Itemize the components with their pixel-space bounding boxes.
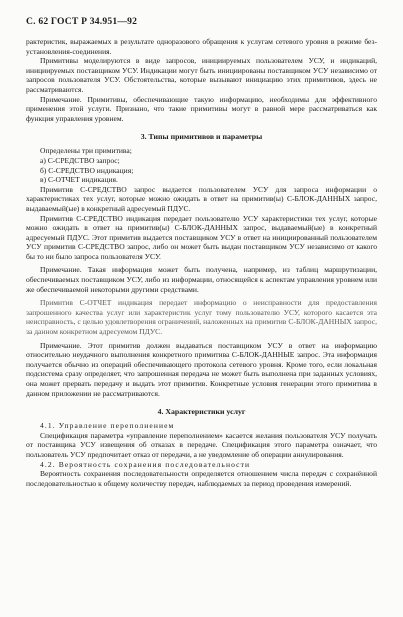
subsection-4-2-title: 4.2. Вероятность сохранения последовательности [40,459,251,469]
intro-note: Примечание. Примитивы, обеспечивающие такую информацию, необходимы для эффективного применения этой услуги. Признано, что такие примитивы могут в равной мере рассматриваться как функция управления уровнем. [26,94,377,123]
list-item: б) С-СРЕДСТВО индикация; [40,165,134,175]
section-4-title: 4. Характеристики услуг [157,407,246,417]
page-header: С. 62 ГОСТ Р 34.951—92 [26,16,138,27]
section-3-paragraph-3: Примитив С-СРЕДСТВО индикация передает пользователю УСУ характеристики тех услуг, которые можно ожидать в ответ на примитив(ы) С-БЛОК-ДАННЫХ запрос, выдаваемый(ые) в конкретный адресуемый ПДУС. Этот примитив выдается поставщиком УСУ в ответ на инициированный пользователем УСУ примитив С-СРЕДСТВО запрос, либо он может быть выдан поставщиком УСУ независимо от какого бы то ни было запроса пользователя УСУ. [26,213,377,261]
intro-paragraph-1: рактеристик, выражаемых в результате одноразового обращения к услугам сетевого уровня в режиме без-установления-соединения. [26,37,377,56]
list-item: в) С-ОТЧЕТ индикация. [40,175,118,185]
section-3-title: 3. Типы примитивов и параметры [140,132,263,142]
subsection-4-2-paragraph: Вероятность сохранения последовательности определяется отношением числа передач с сохранённой последовательностью к общему количеству передач, наблюдаемых за период проведения измерений. [26,469,377,488]
primitive-list [26,156,377,185]
subsection-4-1-paragraph: Спецификация параметра «управление переполнением» касается желания пользователя УСУ получать от поставщика УСУ извещения об отказах в передаче. Спецификация этого параметра означает, что пользователь УСУ предпочитает отказ от передачи, а не уведомление об операции аннулирования. [26,430,377,459]
subsection-4-1-title: 4.1. Управление переполнением [40,421,175,431]
section-3-note-2: Примечание. Этот примитив должен выдаваться поставщиком УСУ в ответ на информацию относительно неудачного выполнения конкретного примитива С-БЛОК-ДАННЫЕ запрос. Эта информация получается обычно из операций обеспечивающего протокола сетевого уровня. Кроме того, если локальная подсистема сразу определяет, что запрошенная передача не может быть выполнена при заданных условиях, она может прервать передачу и выдать этот примитив. Конкретные условия генерации этого примитива в данном приложении не рассматриваются. [26,340,377,398]
section-3-paragraph-1: Определены три примитива; [40,146,132,156]
section-3-paragraph-2: Примитив С-СРЕДСТВО запрос выдается пользователем УСУ для запроса информации о характеристиках тех услуг, которые можно ожидать в ответ на примитив(ы) С-БЛОК-ДАННЫХ запрос, выдаваемый(ые) в конкретный адресуемый ПДУС. [26,184,377,213]
list-item: а) С-СРЕДСТВО запрос; [40,155,120,165]
section-3-paragraph-4: Примитив С-ОТЧЕТ индикация передает информацию о неисправности для предоставления запрошенного качества услуг или характеристик услуг тому пользователю УСУ, которого касается эта неисправность, с целью удовлетворения ограничений, наложенных на примитив С-БЛОК-ДАННЫХ запрос, за данном конкретном адресуемом ПДУС. [26,298,377,337]
intro-paragraph-2: Примитивы моделируются в виде запросов, инициируемых пользователем УСУ, и индикаций, инициируемых поставщиком УСУ. Индикации могут быть инициированы поставщиком УСУ независимо от запросов пользователя УСУ. Обстоятельства, которые вызывают инициацию этих примитивов, здесь не рассматриваются. [26,56,377,94]
section-3-note-1: Примечание. Такая информация может быть получена, например, из таблиц маршрутизации, обеспечиваемых поставщиком УСУ, либо из информации, относящейся к аспектам управления уровнем или же обеспечиваемой некоторыми другими средствами. [26,265,377,294]
